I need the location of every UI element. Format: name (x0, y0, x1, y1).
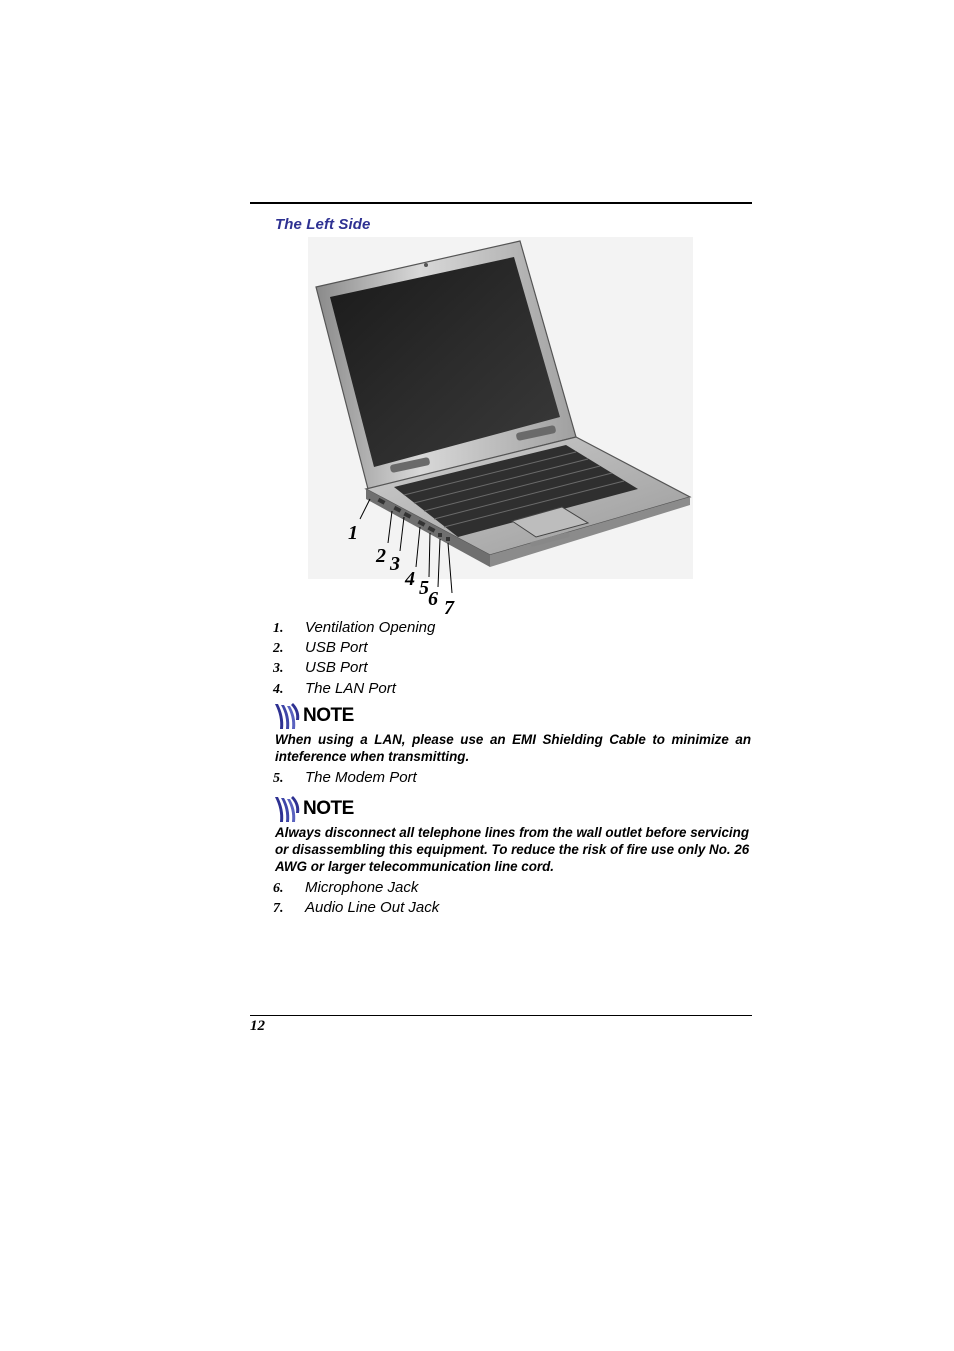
list-item-number: 5. (273, 771, 284, 786)
note-text: Always disconnect all telephone lines from the wall outlet before servicing or disassembling this equipment. To reduce the risk of fire use only No. 26 AWG or larger telecommunication line cord. (275, 825, 750, 874)
list-item-label: USB Port (305, 659, 368, 676)
header-rule (250, 202, 752, 204)
callout-1: 1 (348, 522, 358, 544)
list-item-number: 1. (273, 621, 284, 636)
list-item (273, 658, 368, 678)
callout-6: 6 (428, 588, 438, 610)
list-item-label: The Modem Port (305, 769, 417, 786)
list-item-label: Microphone Jack (305, 879, 419, 896)
list-item (273, 898, 439, 918)
callout-7: 7 (444, 597, 454, 617)
footer-rule (250, 1015, 752, 1016)
list-item (273, 618, 435, 638)
list-item-number: 7. (273, 901, 284, 916)
list-item (273, 638, 368, 658)
list-item-label: The LAN Port (305, 680, 396, 697)
list-item-number: 2. (273, 641, 284, 656)
list-item-label: USB Port (305, 639, 368, 656)
webcam-dot (424, 263, 428, 267)
callout-2: 2 (376, 545, 386, 567)
list-item (273, 878, 418, 898)
note-icon (273, 702, 303, 730)
list-item (273, 768, 417, 788)
laptop-illustration (308, 237, 693, 617)
callout-3: 3 (390, 553, 400, 575)
list-item-label: Ventilation Opening (305, 619, 436, 636)
list-item-number: 3. (273, 661, 284, 676)
note-icon (273, 795, 303, 823)
list-item-number: 4. (273, 682, 284, 697)
list-item-number: 6. (273, 881, 284, 896)
laptop-left-side-figure (308, 237, 693, 617)
note-label: NOTE (303, 705, 354, 726)
callout-5: 5 (419, 577, 429, 599)
list-item (273, 679, 396, 699)
callout-4: 4 (405, 568, 415, 590)
note-text: When using a LAN, please use an EMI Shielding Cable to minimize an inteference when transmitting. (275, 732, 751, 764)
list-item-label: Audio Line Out Jack (305, 899, 440, 916)
section-title: The Left Side (275, 216, 371, 233)
page-number: 12 (250, 1018, 265, 1034)
note-label: NOTE (303, 798, 354, 819)
